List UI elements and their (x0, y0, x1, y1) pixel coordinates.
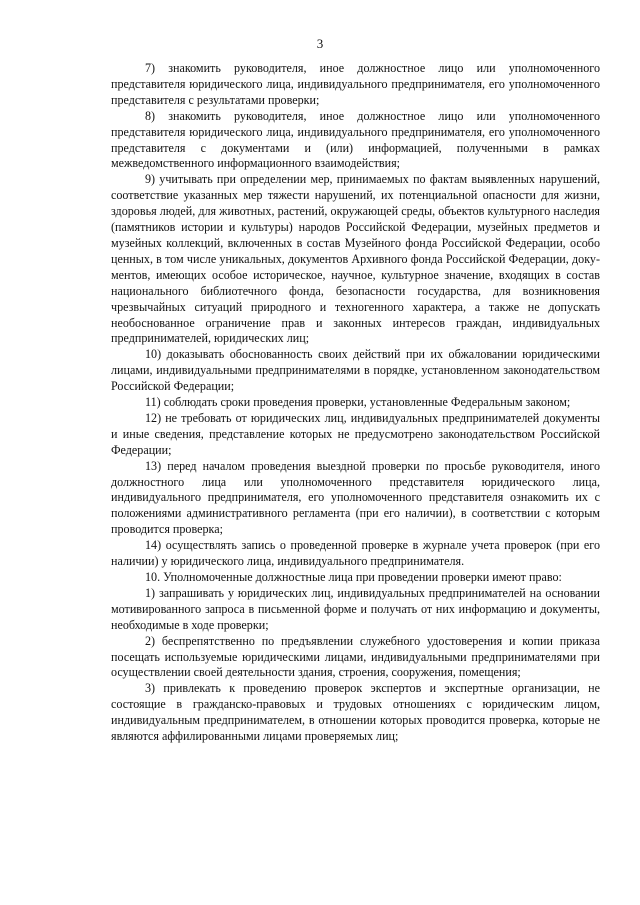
page-number: 3 (316, 36, 324, 51)
right-item-2: 2) беспрепятственно по предъявлении служебного удостоверения и копии приказа посещать используемые юридическими лицами, индивидуальными предпринимателями при осуществлении своей деятельности здания, строения, сооружения, помещения; (111, 633, 600, 680)
paragraph-item-10: 10) доказывать обоснованность своих действий при их обжаловании юридическими лицами, индивидуальными предпринимателями в порядке, установленном законодательством Российской Федерации; (111, 347, 600, 394)
document-body (111, 61, 600, 745)
paragraph-item-9: 9) учитывать при определении мер, принимаемых по фактам выявленных нарушений, соответствие указанных мер тяжести нарушений, их потенциальной опасности для жизни, здоровья людей, для животных, растений, окружающей среды, объектов культурного наследия (памятников истории и культуры) народов Российской Федерации, музейных предметов и музейных коллекций, включенных в состав Музейного фонда Российской Федерации, особо ценных, в том числе уникальных, документов Архивного фонда Российской Федерации, документов, имеющих особое историческое, научное, культурное значение, входящих в состав национального библиотечного фонда, безопасности государства, для возникновения чрезвычайных ситуаций природного и техногенного характера, а также не допускать необоснованное ограничение прав и законных интересов граждан, индивидуальных предпринимателей, юридических лиц; (111, 172, 600, 346)
right-item-3: 3) привлекать к проведению проверок экспертов и экспертные организации, не состоящие в гражданско-правовых и трудовых отношениях с юридическим лицом, индивидуальным предпринимателем, в отношении которых проводится проверка, которые не являются аффилированными лицами проверяемых лиц; (111, 681, 600, 744)
paragraph-item-11: 11) соблюдать сроки проведения проверки, установленные Федеральным законом; (145, 395, 571, 410)
paragraph-item-13: 13) перед началом проведения выездной проверки по просьбе руководителя, иного должностного лица или уполномоченного представителя юридического лица, индивидуального предпринимателя, его уполномоченного представителя ознакомить их с положениями административного регламента (при его наличии), в соответствии с которым проводится проверка; (111, 458, 600, 537)
paragraph-item-7: 7) знакомить руководителя, иное должностное лицо или уполномоченного представителя юридического лица, индивидуального предпринимателя, его уполномоченного представителя с результатами проверки; (111, 61, 600, 107)
paragraph-item-12: 12) не требовать от юридических лиц, индивидуальных предпринимателей документы и иные сведения, представление которых не предусмотрено законодательством Российской Федерации; (111, 410, 600, 457)
paragraph-item-14: 14) осуществлять запись о проведенной проверке в журнале учета проверок (при его наличии) у юридического лица, индивидуального предпринимателя. (111, 538, 600, 569)
paragraph-item-8: 8) знакомить руководителя, иное должностное лицо или уполномоченного представителя юридического лица, индивидуального предпринимателя, его уполномоченного представителя с документами и (или) информацией, полученными в рамках межведомственного информационного взаимодействия; (111, 108, 600, 171)
section-10-heading: 10. Уполномоченные должностные лица при проведении проверки имеют право: (145, 570, 562, 584)
right-item-1: 1) запрашивать у юридических лиц, индивидуальных предпринимателей на основании мотивированного запроса в письменной форме и получать от них информацию и документы, необходимые в ходе проверки; (111, 585, 600, 632)
